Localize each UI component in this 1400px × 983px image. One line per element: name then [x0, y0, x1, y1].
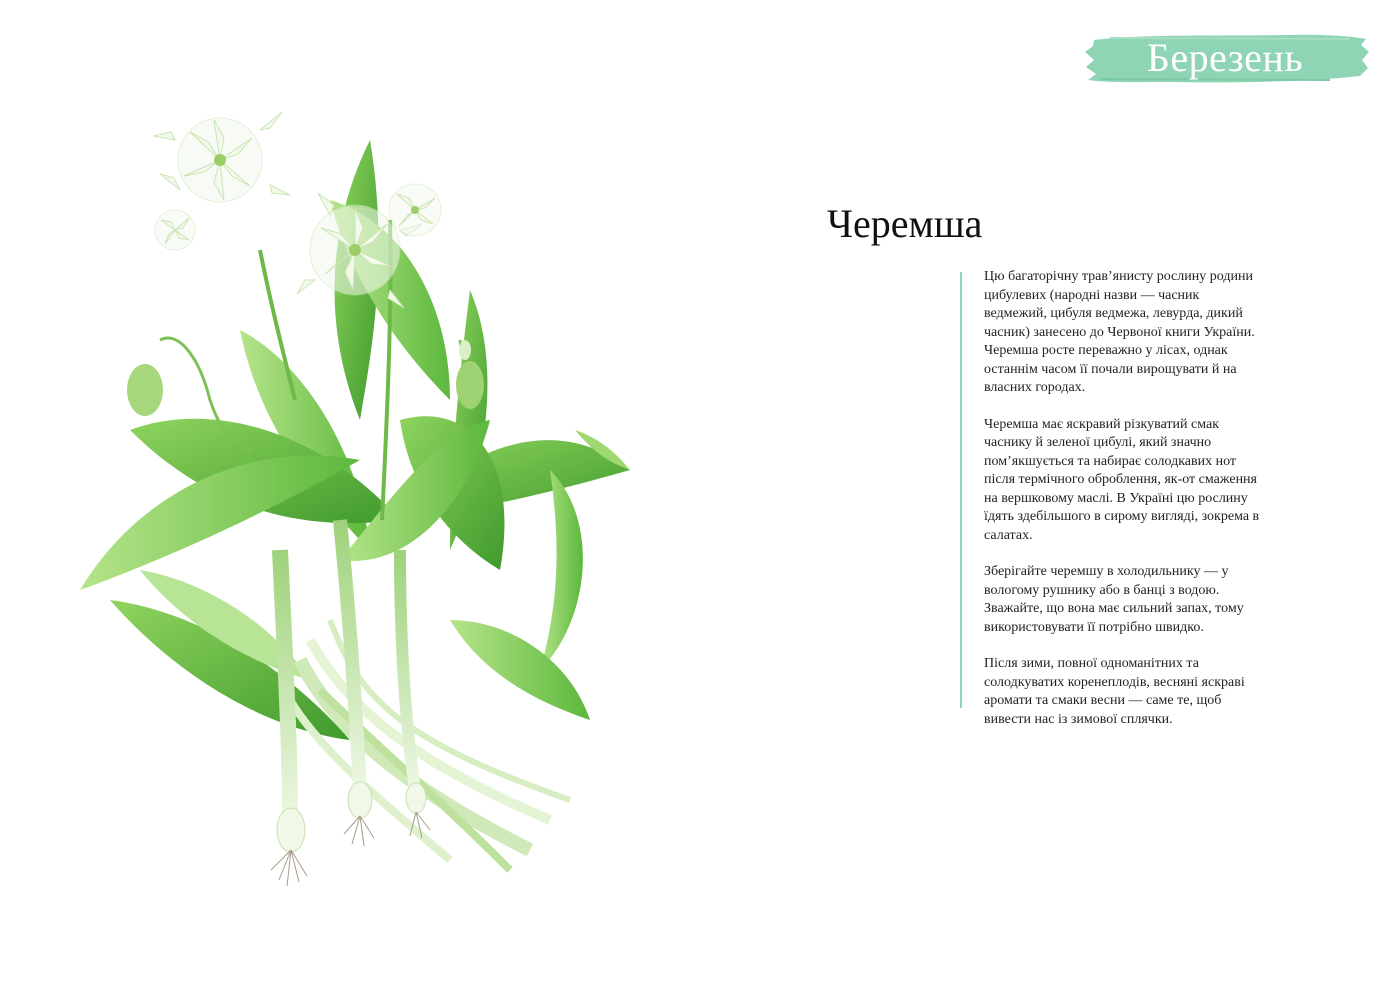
plant-drawing — [70, 100, 670, 900]
paragraph: Цю багаторічну трав’янисту рослину родини цибулевих (народні назви — часник ведмежий, цибуля ведмежа, левурда, дикий часник) занесено до Червоної книги України. Черемша росте переважно у лісах, однак останнім часом її почали вирощувати й на власних городах. — [984, 269, 1255, 395]
month-label: Березень — [1146, 35, 1304, 80]
accent-rule — [960, 272, 962, 708]
article-title: Черемша — [827, 201, 983, 246]
article-body — [984, 268, 1264, 747]
paragraph: Черемша має яскравий різкуватий смак часнику й зеленої цибулі, який значно пом’якшується та набирає солодкавих нот після термічного оброблення, як-от смаження на вершковому маслі. В Україні цю рослину їдять здебільшого в сирому вигляді, зокрема в салатах. — [984, 416, 1260, 543]
paragraph: Після зими, повної одноманітних та солодкуватих коренеплодів, весняні яскраві аромати та смаки весни — саме те, щоб вивести нас із зимової сплячки. — [984, 656, 1245, 727]
month-tab — [1080, 30, 1370, 88]
paragraph: Зберігайте черемшу в холодильнику — у вологому рушнику або в банці з водою. Зважайте, що вона має сильний запах, тому використовувати її потрібно швидко. — [984, 564, 1244, 635]
wild-garlic-illustration — [70, 100, 670, 900]
